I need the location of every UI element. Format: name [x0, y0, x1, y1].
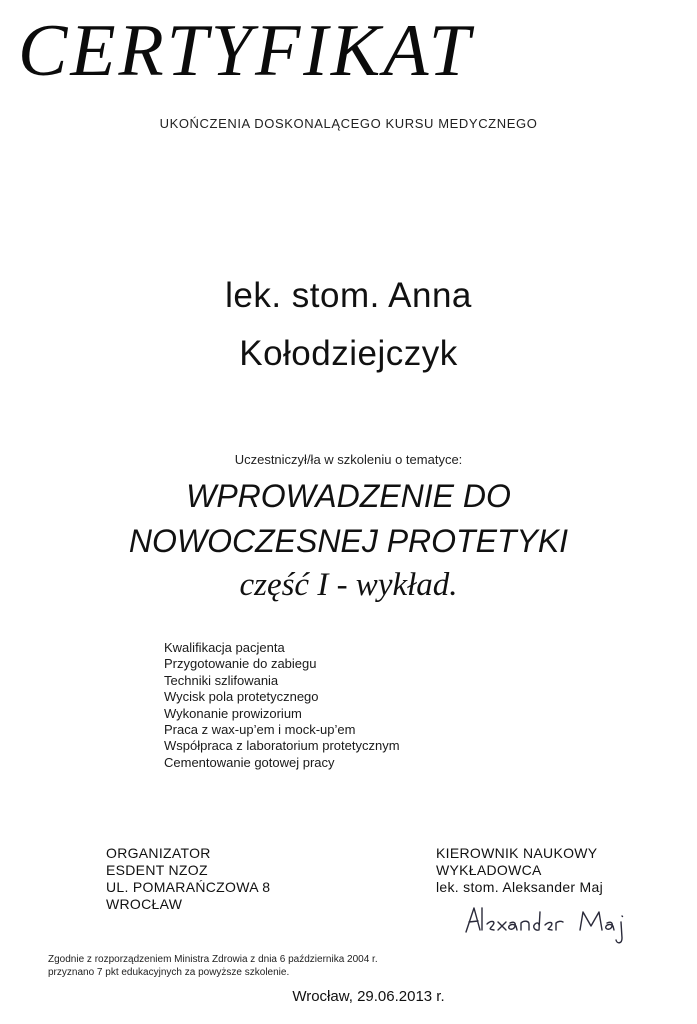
course-topic-line3: część I - wykład.	[239, 567, 458, 603]
agenda-item: Cementowanie gotowej pracy	[164, 754, 335, 770]
recipient-name-line2: Kołodziejczyk	[239, 334, 458, 373]
agenda-list	[164, 640, 400, 771]
agenda-item: Praca z wax-up’em i mock-up’em	[164, 722, 356, 738]
organizer-name: ESDENT NZOZ	[106, 862, 208, 878]
place-and-date: Wrocław, 29.06.2013 r.	[292, 988, 445, 1005]
lecturer-block	[436, 845, 603, 896]
legal-note	[48, 953, 378, 979]
lecturer-role-scientific: KIEROWNIK NAUKOWY	[436, 845, 598, 861]
certificate-title: CERTYFIKAT	[18, 10, 473, 92]
recipient-name-line1: lek. stom. Anna	[225, 276, 472, 315]
lecturer-name: lek. stom. Aleksander Maj	[436, 879, 604, 895]
certificate-subtitle: UKOŃCZENIA DOSKONALĄCEGO KURSU MEDYCZNEGO	[159, 116, 538, 131]
organizer-city: WROCŁAW	[106, 896, 183, 912]
handwritten-signature	[460, 900, 660, 952]
lecturer-role-lecturer: WYKŁADOWCA	[436, 862, 542, 878]
agenda-item: Kwalifikacja pacjenta	[164, 640, 285, 655]
legal-note-line2: przyznano 7 pkt edukacyjnych za powyższe szkolenie.	[48, 967, 290, 978]
agenda-item: Współpraca z laboratorium protetycznym	[164, 738, 400, 754]
organizer-label: ORGANIZATOR	[106, 845, 211, 861]
agenda-item: Wykonanie prowizorium	[164, 705, 302, 721]
course-topic-line2: NOWOCZESNEJ PROTETYKI	[128, 523, 569, 559]
course-intro: Uczestniczył/ła w szkoleniu o tematyce:	[234, 452, 463, 467]
agenda-item: Techniki szlifowania	[164, 672, 279, 688]
organizer-street: UL. POMARAŃCZOWA 8	[106, 879, 271, 895]
organizer-block	[106, 845, 270, 913]
legal-note-line1: Zgodnie z rozporządzeniem Ministra Zdrowia z dnia 6 października 2004 r.	[48, 954, 378, 965]
agenda-item: Wycisk pola protetycznego	[164, 689, 319, 705]
agenda-item: Przygotowanie do zabiegu	[164, 656, 317, 672]
course-topic-line1: WPROWADZENIE DO	[186, 478, 511, 514]
